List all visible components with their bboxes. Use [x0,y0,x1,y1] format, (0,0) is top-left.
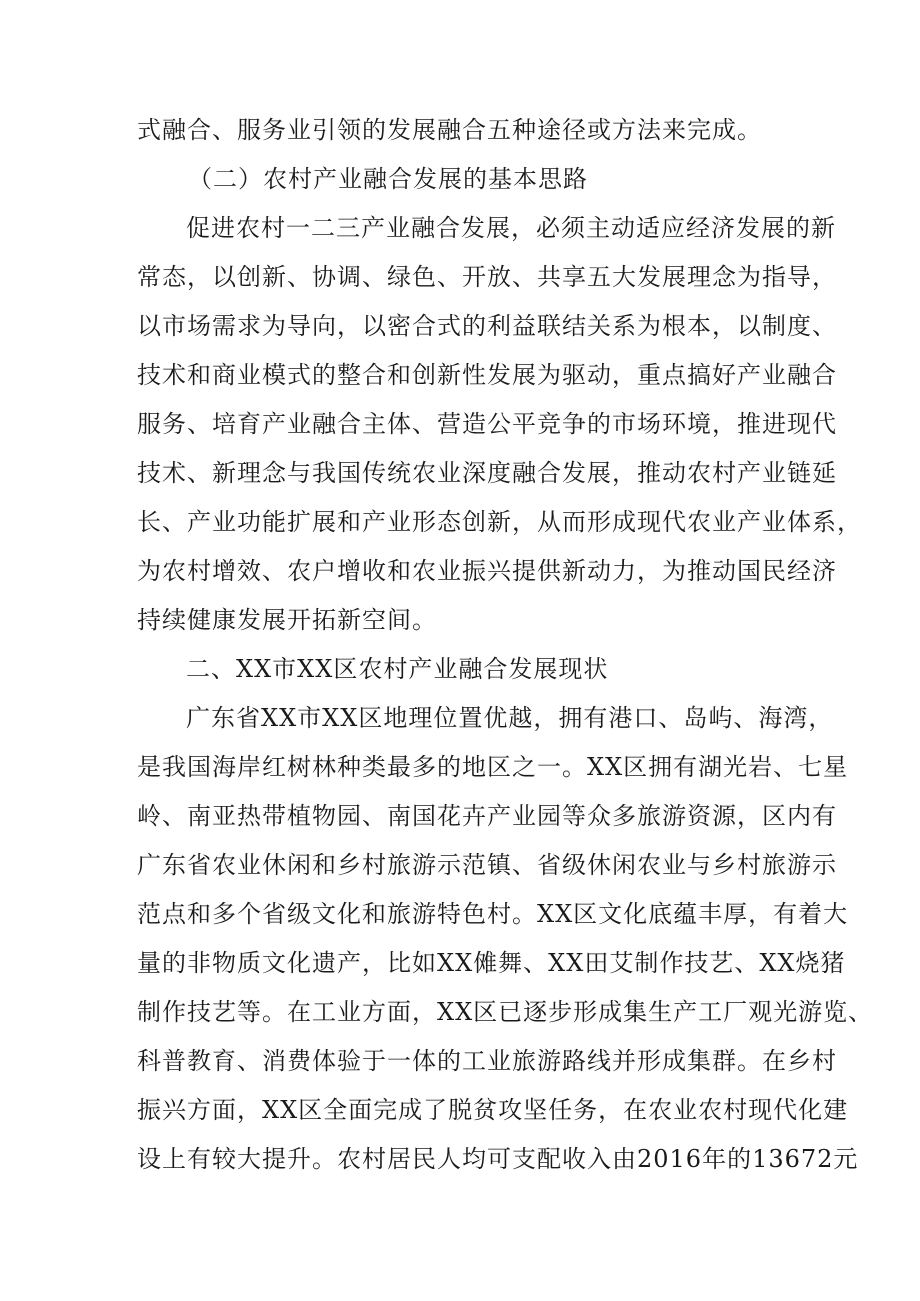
text-line: 以市场需求为导向，以密合式的利益联结关系为根本，以制度、 [137,312,837,340]
text-line: 常态，以创新、协调、绿色、开放、共享五大发展理念为指导， [137,263,837,291]
text-line: 是我国海岸红树林种类最多的地区之一。XX区拥有湖光岩、七星 [137,753,849,781]
text-line: 为农村增效、农户增收和农业振兴提供新动力，为推动国民经济 [137,557,837,585]
paragraph-start: 促进农村一二三产业融合发展，必须主动适应经济发展的新 [186,214,836,242]
section-heading: （二）农村产业融合发展的基本思路 [188,165,588,193]
text-line: 式融合、服务业引领的发展融合五种途径或方法来完成。 [137,116,762,144]
text-line: 技术和商业模式的整合和创新性发展为驱动，重点搞好产业融合 [137,361,837,389]
text-line: 服务、培育产业融合主体、营造公平竞争的市场环境，推进现代 [137,410,837,438]
text-line: 持续健康发展开拓新空间。 [137,606,437,634]
text-line: 制作技艺等。在工业方面，XX区已逐步形成集生产工厂观光游览、 [137,998,874,1026]
section-heading: 二、XX市XX区农村产业融合发展现状 [186,655,609,683]
text-line: 长、产业功能扩展和产业形态创新，从而形成现代农业产业体系， [137,508,862,536]
text-line: 设上有较大提升。农村居民人均可支配收入由2016年的13672元 [137,1145,859,1173]
text-line: 广东省农业休闲和乡村旅游示范镇、省级休闲农业与乡村旅游示 [137,851,837,879]
text-line: 技术、新理念与我国传统农业深度融合发展，推动农村产业链延 [137,459,837,487]
text-line: 范点和多个省级文化和旅游特色村。XX区文化底蕴丰厚，有着大 [137,900,849,928]
paragraph-start: 广东省XX市XX区地理位置优越，拥有港口、岛屿、海湾， [186,704,834,732]
text-line: 岭、南亚热带植物园、南国花卉产业园等众多旅游资源，区内有 [137,802,837,830]
text-line: 量的非物质文化遗产，比如XX傩舞、XX田艾制作技艺、XX烧猪 [137,949,846,977]
text-line: 科普教育、消费体验于一体的工业旅游路线并形成集群。在乡村 [137,1047,837,1075]
text-line: 振兴方面，XX区全面完成了脱贫攻坚任务，在农业农村现代化建 [137,1096,849,1124]
